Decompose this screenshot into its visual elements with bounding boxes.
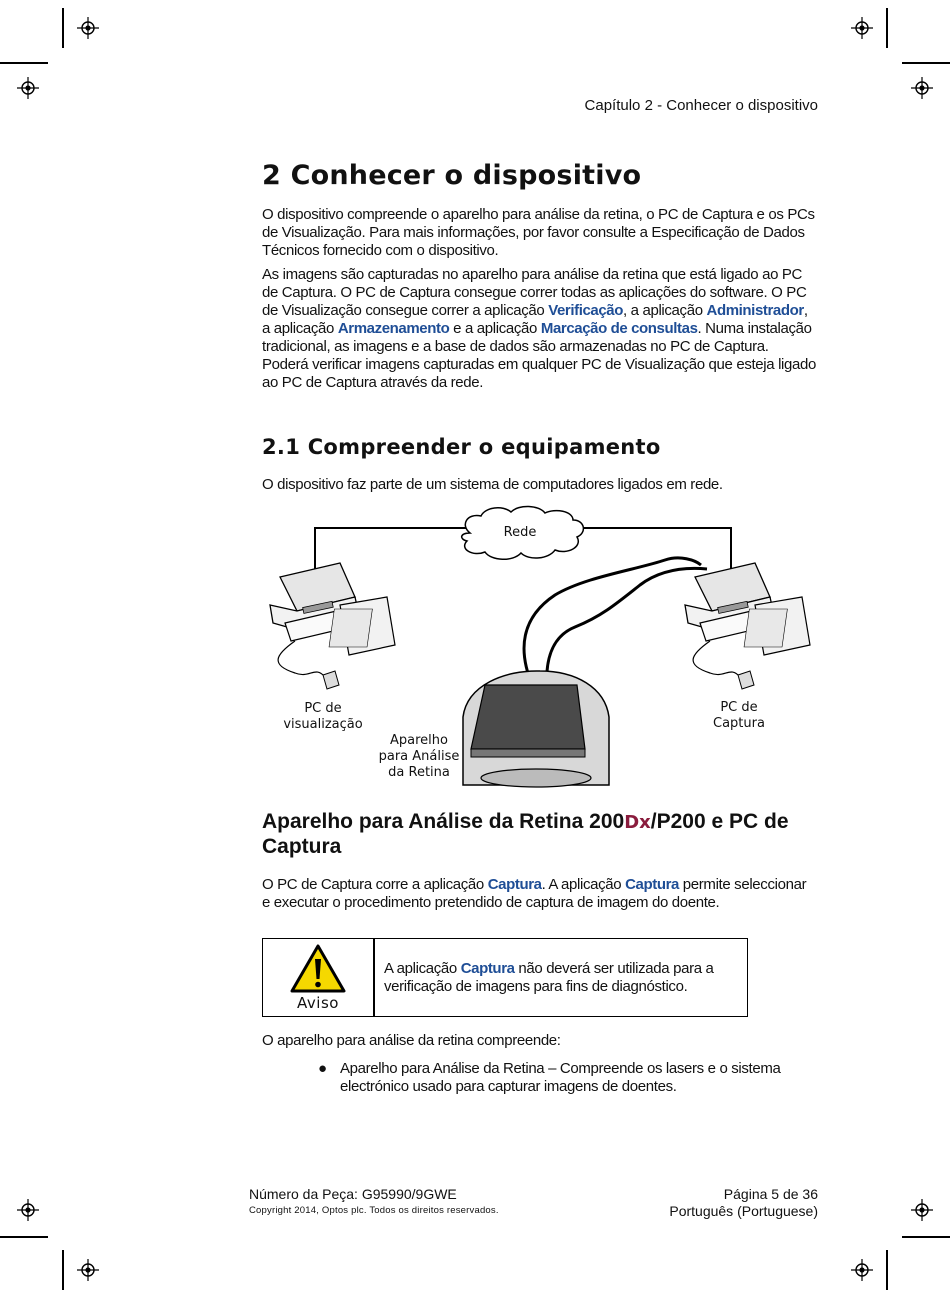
warning-box bbox=[262, 938, 748, 1017]
registration-mark-icon bbox=[851, 1259, 873, 1281]
registration-mark-icon bbox=[851, 17, 873, 39]
app-name-armazenamento: Armazenamento bbox=[337, 320, 450, 337]
running-header: Capítulo 2 - Conhecer o dispositivo bbox=[584, 97, 818, 114]
warning-text: A aplicação Captura não deverá ser utilizada para a verificação de imagens para fins de diagnóstico. bbox=[384, 960, 714, 995]
app-name-marcacao: Marcação de consultas bbox=[540, 320, 698, 337]
viewing-pc-label: PC de visualização bbox=[283, 701, 363, 732]
copyright: Copyright 2014, Optos plc. Todos os direitos reservados. bbox=[249, 1205, 499, 1216]
list-item-text: Aparelho para Análise da Retina – Compreende os lasers e o sistema electrónico usado para capturar imagens de doentes. bbox=[340, 1060, 781, 1095]
app-name-verificacao: Verificação bbox=[548, 302, 624, 319]
bullet: ● bbox=[318, 1060, 327, 1077]
list-intro: O aparelho para análise da retina compreende: bbox=[262, 1032, 561, 1049]
page-number: Página 5 de 36 bbox=[723, 1186, 818, 1202]
network-diagram-svg bbox=[255, 505, 815, 795]
device-cable bbox=[524, 558, 701, 687]
chapter-paragraph-2: As imagens são capturadas no aparelho para análise da retina que está ligado ao PC de Captura. O PC de Captura consegue correr todas as aplicações do software. O PC de Visualização consegue correr a aplicação Verificação, a aplicação Administrador, a aplicação Armazenamento e a aplicação Marcação de consultas. Numa instalação tradicional, as imagens e a base de dados são armazenadas no PC de Captura. Poderá verificar imagens capturadas em qualquer PC de Visualização que esteja ligado ao PC de Captura através da rede. bbox=[262, 266, 817, 391]
network-diagram bbox=[255, 505, 815, 795]
registration-mark-icon bbox=[17, 1199, 39, 1221]
capture-pc-label: PC de Captura bbox=[713, 700, 765, 731]
registration-mark-icon bbox=[911, 77, 933, 99]
registration-mark-icon bbox=[911, 1199, 933, 1221]
chapter-title: 2 Conhecer o dispositivo bbox=[262, 160, 642, 191]
retina-device-icon bbox=[463, 671, 609, 787]
app-name-captura: Captura bbox=[487, 876, 542, 893]
viewing-pc-icon bbox=[270, 563, 395, 689]
app-name-captura: Captura bbox=[460, 960, 515, 977]
warning-divider bbox=[373, 939, 375, 1016]
warning-label: Aviso bbox=[297, 994, 339, 1012]
network-label: Rede bbox=[503, 525, 537, 540]
warning-triangle-icon bbox=[289, 943, 347, 995]
part-number: Número da Peça: G95990/9GWE bbox=[249, 1186, 457, 1202]
section-intro: O dispositivo faz parte de um sistema de computadores ligados em rede. bbox=[262, 476, 723, 493]
registration-mark-icon bbox=[77, 17, 99, 39]
retina-device-label: Aparelho para Análise da Retina bbox=[378, 733, 460, 780]
subsection-paragraph: O PC de Captura corre a aplicação Captura. A aplicação Captura permite seleccionar e executar o procedimento pretendido de captura de imagem do doente. bbox=[262, 876, 807, 911]
model-suffix: Dx bbox=[624, 812, 651, 833]
app-name-captura: Captura bbox=[625, 876, 679, 893]
subsection-title: Aparelho para Análise da Retina 200Dx/P200 e PC de Captura bbox=[262, 810, 789, 858]
capture-pc-icon bbox=[685, 563, 810, 689]
registration-mark-icon bbox=[77, 1259, 99, 1281]
registration-mark-icon bbox=[17, 77, 39, 99]
network-line-right bbox=[580, 528, 731, 573]
chapter-intro: O dispositivo compreende o aparelho para análise da retina, o PC de Captura e os PCs de Visualização. Para mais informações, por favor consulte a Especificação de Dados Técnicos fornecido com o dispositivo. bbox=[262, 206, 815, 259]
language: Português (Portuguese) bbox=[669, 1203, 818, 1219]
app-name-administrador: Administrador bbox=[706, 302, 804, 319]
section-title: 2.1 Compreender o equipamento bbox=[262, 435, 661, 459]
